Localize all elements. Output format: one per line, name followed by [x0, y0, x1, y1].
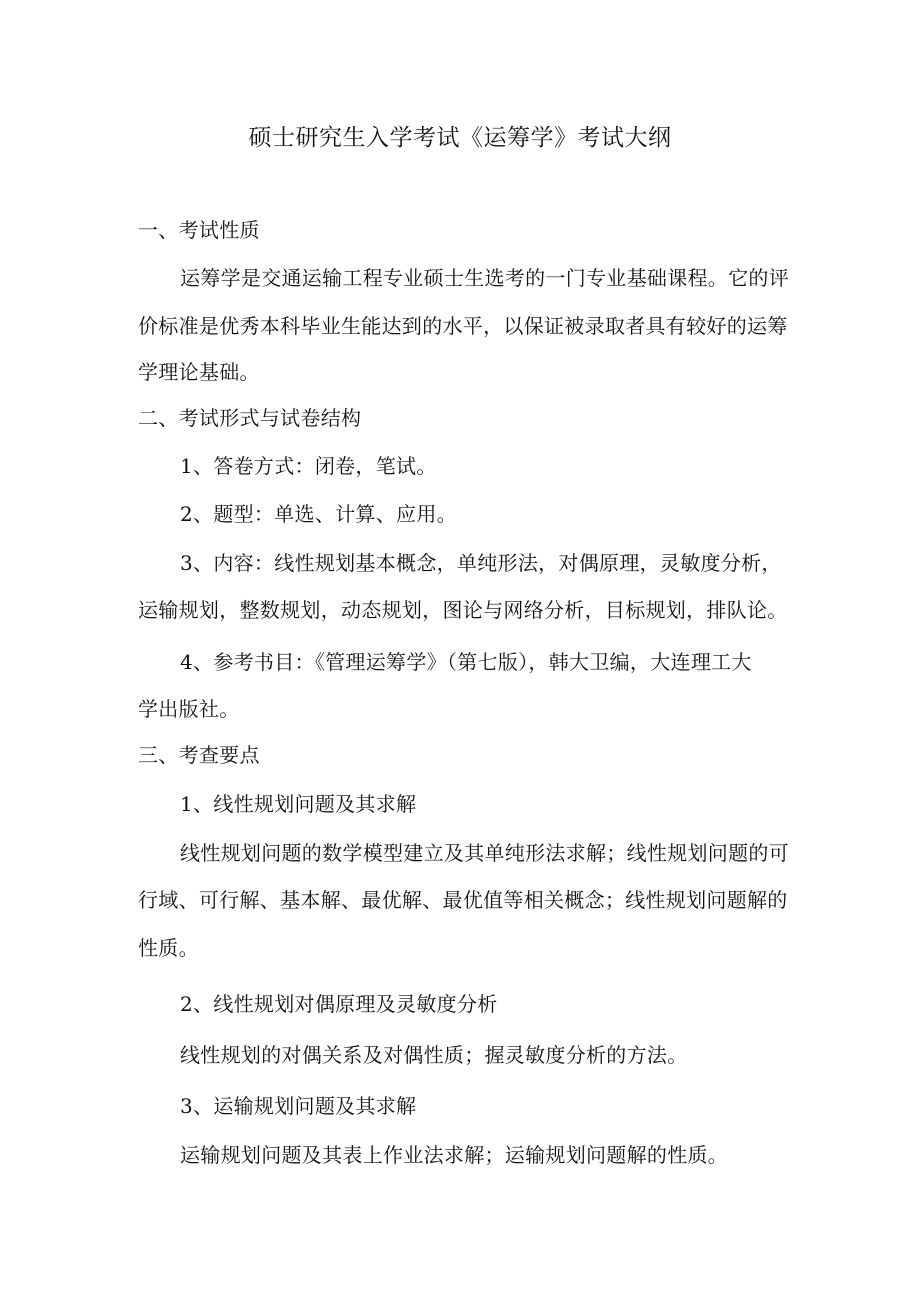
paragraph-line: 性质。: [138, 936, 199, 960]
paragraph-line: 价标准是优秀本科毕业生能达到的水平，以保证被录取者具有较好的运筹: [138, 314, 788, 338]
document-title: 硕士研究生入学考试《运筹学》考试大纲: [248, 125, 672, 151]
section-heading-format: 二、考试形式与试卷结构: [138, 406, 362, 430]
paragraph-line: 1、答卷方式：闭卷，笔试。: [180, 454, 437, 478]
paragraph-line: 线性规划的对偶关系及对偶性质；握灵敏度分析的方法。: [180, 1043, 688, 1067]
subheading: 2、线性规划对偶原理及灵敏度分析: [180, 992, 498, 1016]
paragraph-line: 线性规划问题的数学模型建立及其单纯形法求解；线性规划问题的可: [180, 841, 789, 865]
paragraph-line: 运输规划，整数规划，动态规划，图论与网络分析，目标规划，排队论。: [138, 598, 788, 622]
paragraph-line: 3、内容：线性规划基本概念，单纯形法，对偶原理，灵敏度分析，: [180, 551, 782, 575]
paragraph-line: 行域、可行解、基本解、最优解、最优值等相关概念；线性规划问题解的: [138, 888, 788, 912]
paragraph-line: 运筹学是交通运输工程专业硕士生选考的一门专业基础课程。它的评: [180, 266, 789, 290]
paragraph-line: 2、题型：单选、计算、应用。: [180, 502, 457, 526]
paragraph-line: 学理论基础。: [138, 360, 260, 384]
section-heading-key-points: 三、考查要点: [138, 743, 260, 767]
paragraph-line: 学出版社。: [138, 697, 240, 721]
paragraph-line: 4、参考书目：《管理运筹学》（第七版），韩大卫编，大连理工大: [180, 650, 752, 674]
subheading: 3、运输规划问题及其求解: [180, 1094, 417, 1118]
subheading: 1、线性规划问题及其求解: [180, 792, 417, 816]
section-heading-nature: 一、考试性质: [138, 218, 260, 242]
paragraph-line: 运输规划问题及其表上作业法求解；运输规划问题解的性质。: [180, 1143, 729, 1167]
